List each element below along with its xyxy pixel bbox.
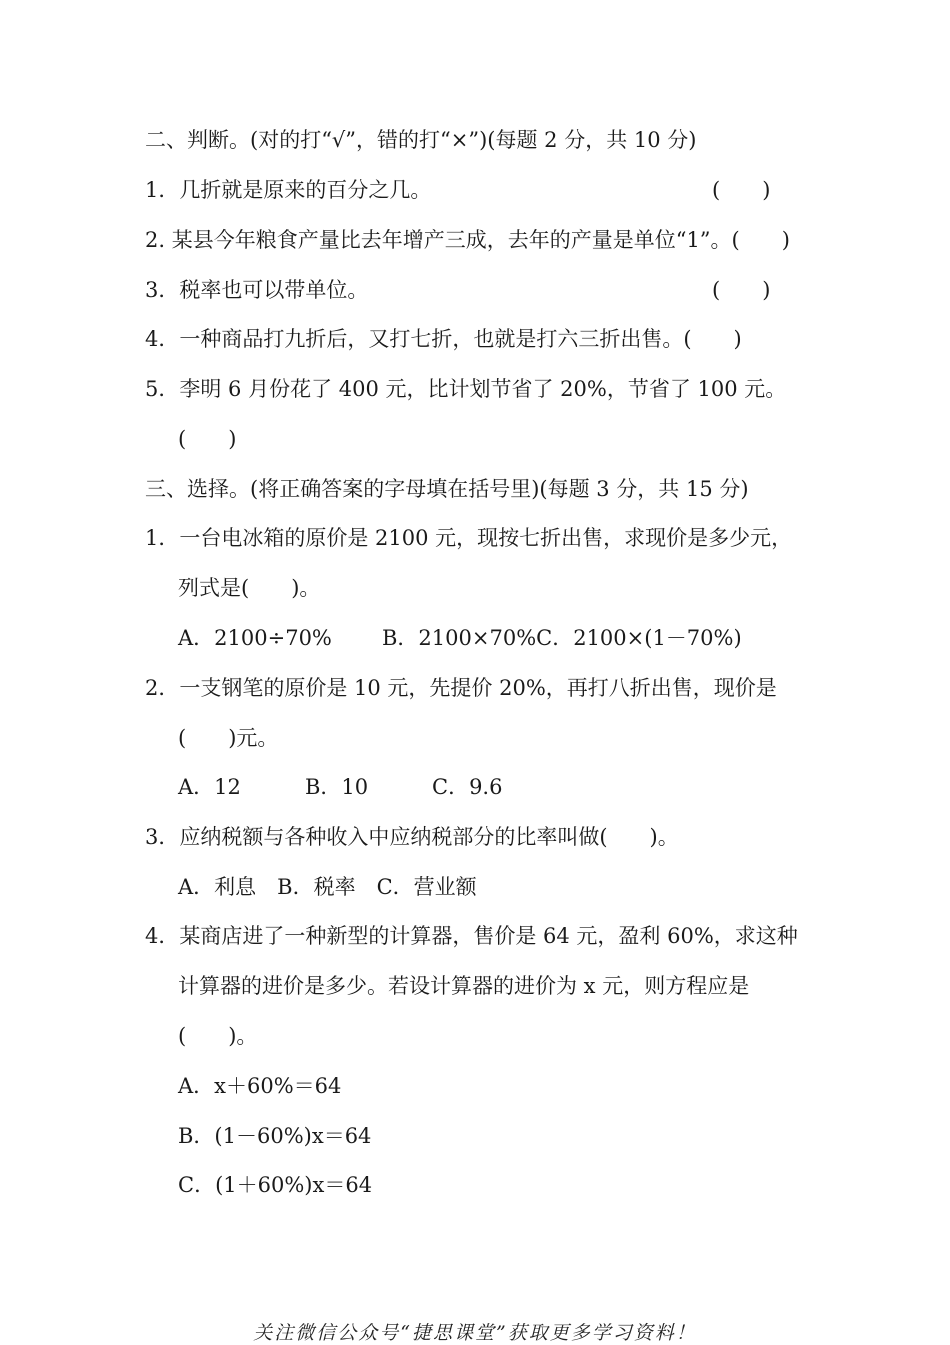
choice-q1-line1: 1．一台电冰箱的原价是 2100 元，现按七折出售，求现价是多少元， <box>145 526 793 550</box>
judge-item-3: 3．税率也可以带单位。 <box>145 278 369 302</box>
choice-q3-line1: 3．应纳税额与各种收入中应纳税部分的比率叫做( )。 <box>145 825 679 849</box>
choice-q1-line2: 列式是( )。 <box>178 576 321 600</box>
section-2-title: 二、判断。(对的打“√”，错的打“×”)(每题 2 分，共 10 分) <box>145 128 697 152</box>
judge-item-2: 2. 某县今年粮食产量比去年增产三成，去年的产量是单位“1”。( ) <box>145 228 790 252</box>
choice-q2-option-a: A．12 <box>178 775 241 799</box>
choice-q4-option-b: B．(1－60%)x＝64 <box>178 1124 372 1148</box>
choice-q1-option-bc: B．2100×70%C．2100×(1－70%) <box>382 626 742 650</box>
choice-q3-options: A．利息 B．税率 C．营业额 <box>178 875 477 899</box>
choice-q4-option-c: C．(1＋60%)x＝64 <box>178 1173 373 1197</box>
choice-q4-line3: ( )。 <box>178 1024 258 1048</box>
judge-item-1: 1．几折就是原来的百分之几。 <box>145 178 432 202</box>
choice-q4-option-a: A．x＋60%＝64 <box>178 1074 342 1098</box>
choice-q2-option-b: B．10 <box>305 775 369 799</box>
choice-q2-line1: 2．一支钢笔的原价是 10 元，先提价 20%，再打八折出售，现价是 <box>145 676 777 700</box>
judge-item-5: 5．李明 6 月份花了 400 元，比计划节省了 20%，节省了 100 元。 <box>145 377 787 401</box>
judge-item-5-bracket[interactable]: ( ) <box>178 427 237 451</box>
choice-q4-line1: 4．某商店进了一种新型的计算器，售价是 64 元，盈利 60%，求这种 <box>145 924 798 948</box>
judge-item-1-bracket[interactable]: ( ) <box>712 178 771 202</box>
judge-item-3-bracket[interactable]: ( ) <box>712 278 771 302</box>
choice-q2-line2: ( )元。 <box>178 726 279 750</box>
footer-note: 关注微信公众号“捷思课堂”获取更多学习资料！ <box>253 1322 697 1344</box>
judge-item-4: 4．一种商品打九折后，又打七折，也就是打六三折出售。( ) <box>145 327 742 351</box>
choice-q1-option-a: A．2100÷70% <box>178 626 332 650</box>
choice-q4-line2: 计算器的进价是多少。若设计算器的进价为 x 元，则方程应是 <box>178 974 750 998</box>
section-3-title: 三、选择。(将正确答案的字母填在括号里)(每题 3 分，共 15 分) <box>145 477 749 501</box>
choice-q2-option-c: C．9.6 <box>432 775 503 799</box>
